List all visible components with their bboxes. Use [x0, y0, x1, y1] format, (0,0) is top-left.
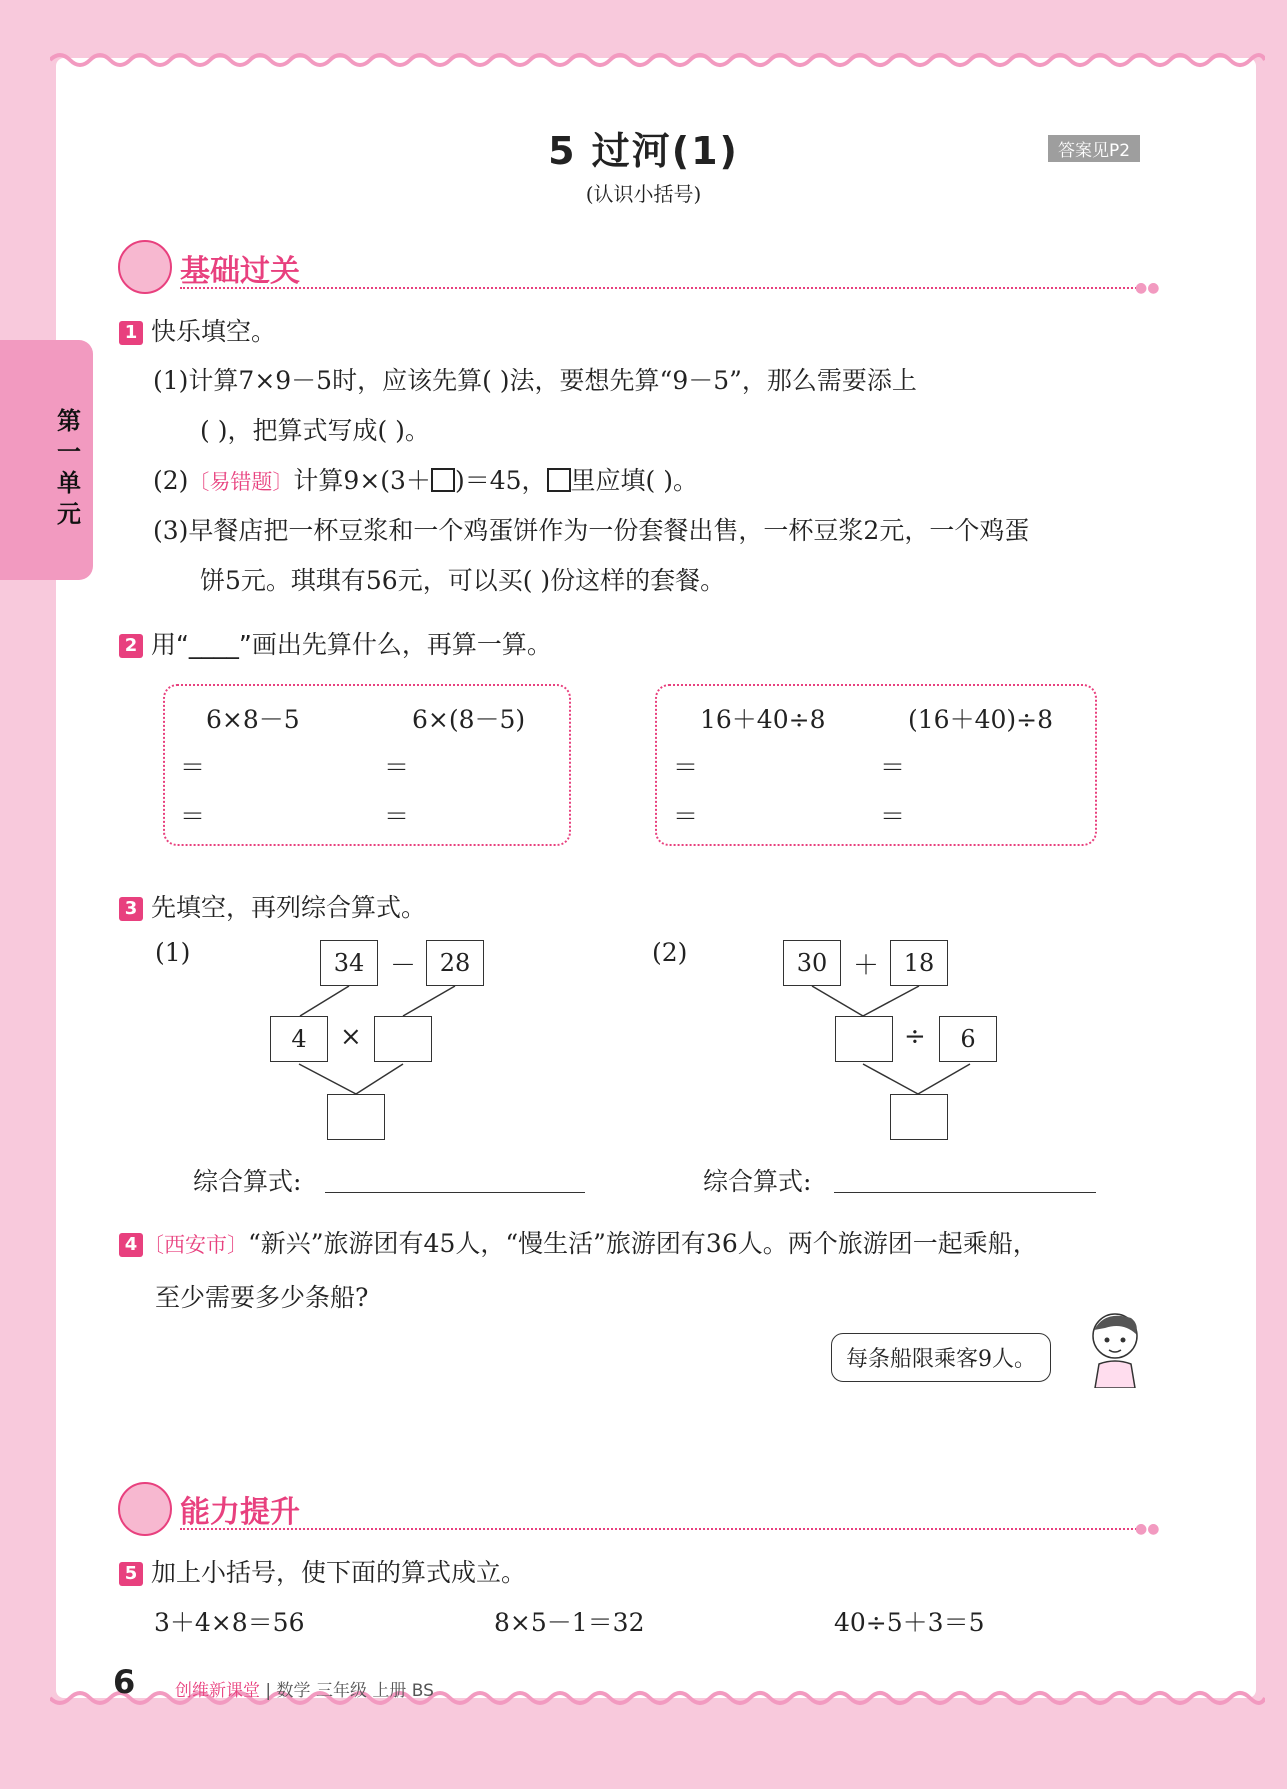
dots-decoration-icon: ●● — [1135, 280, 1160, 296]
q1-part2-text-c: 里应填( )。 — [570, 466, 698, 495]
boy-illustration-icon — [1085, 1308, 1145, 1388]
combined-formula-answer-line[interactable] — [325, 1192, 585, 1193]
question-5-title — [119, 1553, 526, 1589]
equals-sign: ＝ — [673, 802, 699, 831]
page-subtitle: (认识小括号) — [585, 182, 702, 206]
mascot-icon — [118, 1482, 172, 1536]
operator-sign: × — [340, 1022, 362, 1052]
question-text: 先填空，再列综合算式。 — [150, 893, 426, 922]
question-4-line1 — [119, 1224, 1038, 1260]
question-text: 加上小括号，使下面的算式成立。 — [150, 1558, 526, 1587]
number-box: 28 — [426, 940, 484, 986]
equation-3: 40÷5＋3＝5 — [834, 1608, 985, 1637]
question-4-line2: 至少需要多少条船? — [155, 1283, 369, 1312]
section-heading-basic: 基础过关 — [180, 254, 300, 289]
q1-part1-line1: (1)计算7×9－5时，应该先算( )法，要想先算“9－5”，那么需要添上 — [153, 366, 917, 395]
error-prone-tag: 〔易错题〕 — [188, 470, 294, 494]
equals-sign: ＝ — [384, 753, 410, 782]
q1-part2-text-b: )＝45， — [454, 466, 547, 495]
operator-sign: － — [390, 951, 417, 981]
equals-sign: ＝ — [384, 802, 410, 831]
q1-part2-text-a: 计算9×(3＋ — [293, 466, 431, 495]
number-box: 30 — [783, 940, 841, 986]
number-box: 18 — [890, 940, 948, 986]
dots-decoration-icon: ●● — [1135, 1521, 1160, 1537]
equation-1: 3＋4×8＝56 — [154, 1608, 305, 1637]
question-number: 2 — [119, 634, 143, 658]
combined-formula-label: 综合算式: — [193, 1167, 302, 1196]
footer-brand: 创维新课堂 — [175, 1681, 260, 1701]
question-number: 5 — [119, 1562, 143, 1586]
equals-sign: ＝ — [880, 753, 906, 782]
q1-part3-line1: (3)早餐店把一杯豆浆和一个鸡蛋饼作为一份套餐出售，一杯豆浆2元，一个鸡蛋 — [153, 516, 1030, 545]
operator-sign: ÷ — [904, 1022, 926, 1052]
answer-box-blank[interactable] — [327, 1094, 385, 1140]
q3-part1-label: (1) — [155, 938, 191, 967]
equals-sign: ＝ — [673, 753, 699, 782]
operator-sign: ＋ — [853, 951, 880, 981]
section-divider — [180, 1528, 1140, 1530]
page-number: 6 — [113, 1663, 136, 1701]
calc-expr: 6×8－5 — [206, 705, 300, 734]
answer-box-blank[interactable] — [374, 1016, 432, 1062]
region-tag: 〔西安市〕 — [143, 1233, 248, 1257]
equals-sign: ＝ — [180, 753, 206, 782]
number-box: 6 — [939, 1016, 997, 1062]
question-text: “新兴”旅游团有45人，“慢生活”旅游团有36人。两个旅游团一起乘船， — [248, 1229, 1038, 1258]
number-box: 34 — [320, 940, 378, 986]
calc-expr: 16＋40÷8 — [700, 705, 826, 734]
answer-box-blank[interactable] — [835, 1016, 893, 1062]
q1-part2-prefix: (2) — [153, 466, 189, 495]
answer-box-blank[interactable] — [890, 1094, 948, 1140]
page-title: 5 过河(1) — [548, 129, 739, 173]
answer-reference-badge: 答案见P2 — [1048, 135, 1140, 162]
question-text: 快乐填空。 — [150, 317, 276, 346]
equation-2: 8×5－1＝32 — [494, 1608, 645, 1637]
section-heading-advanced: 能力提升 — [180, 1495, 300, 1530]
q3-part2-label: (2) — [652, 938, 688, 967]
question-number: 1 — [119, 321, 143, 345]
speech-bubble: 每条船限乘客9人。 — [831, 1333, 1051, 1382]
equals-sign: ＝ — [880, 802, 906, 831]
combined-formula-label: 综合算式: — [703, 1167, 812, 1196]
question-number: 4 — [119, 1233, 143, 1257]
q1-part1-line2: ( )，把算式写成( )。 — [200, 416, 430, 445]
combined-formula-answer-line[interactable] — [834, 1192, 1096, 1193]
footer-text — [175, 1676, 434, 1701]
q1-part3-line2: 饼5元。琪琪有56元，可以买( )份这样的套餐。 — [200, 566, 726, 595]
question-number: 3 — [119, 897, 143, 921]
unit-side-tab-label: 第一单元 — [57, 407, 81, 528]
calc-expr: (16＋40)÷8 — [908, 705, 1053, 734]
calc-expr: 6×(8－5) — [412, 705, 526, 734]
equals-sign: ＝ — [180, 802, 206, 831]
question-text: 用“____”画出先算什么，再算一算。 — [150, 630, 552, 659]
footer-meta: | 数学 三年级 上册 BS — [265, 1681, 434, 1701]
number-box: 4 — [270, 1016, 328, 1062]
